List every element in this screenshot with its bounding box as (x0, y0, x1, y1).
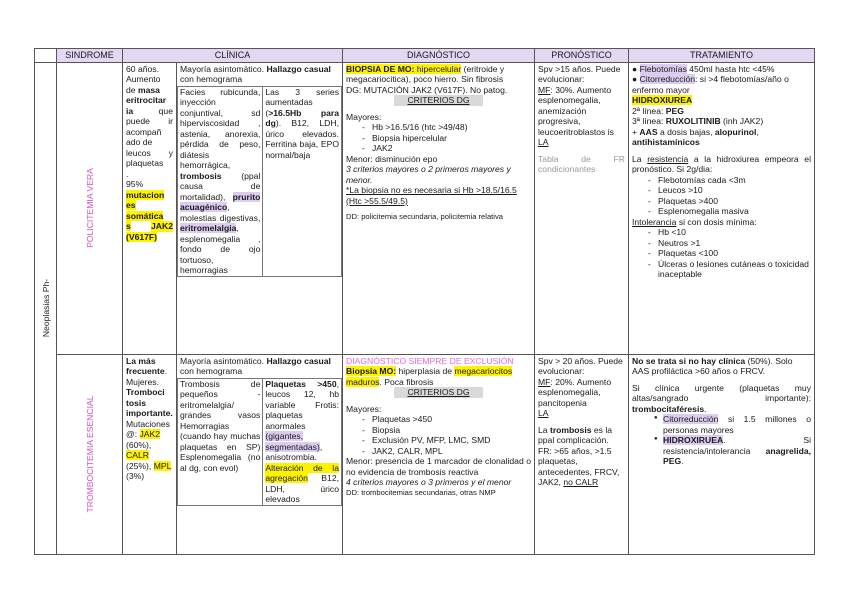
list-item: ● HIDROXIRUEA. Si resistencia/intolerancia anagrelida, PEG. (654, 435, 811, 466)
pv-dx-rule: 3 criterios mayores o 2 primeros mayores y menor. (346, 164, 511, 185)
pv-epi-text: 95% (126, 179, 144, 190)
pv-dx-note: *La biopsia no es necesaria si Hb >18.5/16.5 (Htc >55.5/49.5) (346, 185, 517, 206)
pv-trat-hidroxiurea: HIDROXIUREA (632, 95, 693, 106)
te-dx-mayores-list (346, 414, 531, 456)
list-item: - Esplenomegalia masiva (648, 206, 811, 216)
header-sindrome: SINDROME (57, 49, 123, 63)
te-prono-la: LA (538, 408, 549, 419)
pv-dx-criterios: CRITERIOS DG (394, 95, 483, 105)
pv-trat-linea3: 3ª línea: RUXOLITINIB (inh JAK2) (632, 116, 764, 127)
pv-dx-dd: DD: policitemia secundaria, policitemia relativa (346, 212, 504, 222)
te-prono-cell (535, 354, 629, 554)
pv-dx-menor: Menor: disminución epo (346, 153, 438, 164)
pv-epi-text: acompañ (126, 126, 162, 137)
te-dx-criterios: CRITERIOS DG (394, 387, 483, 397)
pv-epi-text: ia que (126, 105, 173, 116)
te-prono-trombosis: La trombosis es la ppal complicación. (538, 424, 613, 446)
header-tratamiento: TRATAMIENTO (629, 49, 815, 63)
list-item: - Hb <10 (648, 227, 811, 237)
pv-clinica-intro: Mayoría asintomático. Hallazgo casual con hemograma (180, 63, 331, 85)
te-prono-fr: FR: >65 años, >1.5 plaquetas, antecedentes, FRCV, JAK2, no CALR (538, 445, 620, 488)
te-clinica-labs: Plaquetas >450, leucos 12, hb variable Frotis: plaquetas anormales (gigantes, segmentadas), anisotrombia. Alteración de la agregación B12, LDH, úrico elevados (263, 378, 342, 505)
pv-dx-mayores: Mayores: (346, 111, 382, 122)
te-clinica-intro: Mayoría asintomático. Hallazgo casual con hemograma (180, 355, 331, 377)
list-item: - Úlceras o lesiones cutáneas o toxicidad inaceptable (648, 259, 811, 280)
te-trat-list (632, 414, 811, 466)
pv-prono-cell (535, 62, 629, 354)
pv-epi-text: puede ir (126, 116, 173, 127)
pv-epi-text: plaquetas (126, 158, 164, 169)
pv-trat-resistencia: La resistencia a la hidroxiurea empeora el pronóstico. Si 2g/dia: (632, 153, 811, 175)
pv-trat-flebotomias: ● Flebotomías 450ml hasta htc <45% (632, 63, 775, 74)
list-item: - Plaquetas >450 (362, 414, 531, 424)
te-dx-dd: DD: trombocitemias secundarias, otras NMP (346, 487, 496, 497)
pv-epi-text: Aumento (126, 74, 161, 85)
te-clinica-inner (177, 378, 342, 506)
list-item: - Plaquetas <100 (648, 248, 811, 258)
te-prono-spv: Spv > 20 años. Puede evolucionar: (538, 355, 623, 377)
list-item: - Flebotomías cada <3m (648, 175, 811, 185)
pv-epi-cell (123, 62, 177, 354)
pv-dx-cell (343, 62, 535, 354)
pv-epi-text: leucos y (126, 147, 173, 158)
list-item: - Biopsia (362, 425, 531, 435)
te-clinica-cell (177, 354, 343, 554)
te-dx-menor: Menor: presencia de 1 marcador de clonalidad o no evidencia de trombosis reactiva (346, 456, 531, 477)
te-epi-frecuente: La más frecuente. Mujeres. (126, 355, 168, 387)
te-trat-urgente: Si clínica urgente (plaquetas muy altas/sangrado importante): trombocitaféresis. (632, 382, 811, 414)
pv-name-cell (57, 62, 123, 354)
te-dx-title: DIAGNÓSTICO SIEMPRE DE EXCLUSIÓN (346, 355, 514, 366)
pv-clinica-labs: Las 3 series aumentadas (>16.5Hb para dg). B12, LDH, úrico elevados. Ferritina baja, EPO normal/baja (263, 86, 342, 276)
pv-epi-mutation: mutacion es somática s JAK2 (V617F) (126, 189, 173, 242)
pv-epi-text: . (126, 168, 129, 179)
pv-trat-intolerancia: Intolerancia si con dosis mínima: (632, 216, 757, 227)
pv-clinica-inner (177, 86, 342, 277)
list-item: - Biopsia hipercelular (362, 133, 531, 143)
list-item: - JAK2 (362, 143, 531, 153)
pv-prono-mf: MF: 30%. Aumento esplenomegalia, anemización progresiva, leucoeritroblastos is (538, 84, 614, 137)
pv-prono-la: LA (538, 137, 549, 148)
te-name: TROMBOCITEMIA ESENCIAL (84, 395, 95, 513)
pv-epi-text: ado de (126, 137, 153, 148)
pv-trat-linea2: 2ª línea: PEG (632, 105, 684, 116)
list-item: - JAK2, CALR, MPL (362, 446, 531, 456)
te-epi-cell (123, 354, 177, 554)
pv-dx-mayores-list (346, 122, 531, 153)
te-epi-trombocitosis: Tromboci tosis importante. (126, 387, 173, 419)
group-label: Neoplasias Ph- (40, 279, 51, 338)
list-item: - Plaquetas >400 (648, 196, 811, 206)
te-dx-mayores: Mayores: (346, 403, 382, 414)
te-dx-cell (343, 354, 535, 554)
te-trat-cell (629, 354, 815, 554)
pv-trat-citorreduccion: ● Citorreducción: si >4 flebotomías/año o enfermo mayor (632, 74, 789, 95)
pv-trat-resistencia-list (632, 175, 811, 217)
pv-clinica-cell (177, 62, 343, 354)
te-dx-rule: 4 criterios mayores o 3 primeros y el menor (346, 477, 512, 488)
pv-clinica-signs: Facies rubicunda, inyección conjuntival, sd hiperviscosidad , astenia, anorexia, pérdida de peso, diátesis hemorrágica, trombosis (ppal causa de mortalidad), prurito acuagénico, molestias digestivas, eritromelalgia, esplenomegalia , fondo de ojo tortuoso, hemorragias (178, 86, 263, 276)
pv-dx-mutation: DG: MUTACIÓN JAK2 (V617F). No patog. (346, 84, 508, 95)
header-pronostico: PRONÓSTICO (535, 49, 629, 63)
te-prono-mf: MF: 20%. Aumento esplenomegalia, pancitopenia (538, 376, 612, 408)
pv-epi-text: 60 años. (126, 63, 159, 74)
pv-prono-tabla: Tabla de FR condicionantes (538, 153, 625, 175)
pv-dx-biopsy: BIOPSIA DE MO: hipercelular (eritroide y megacariocitica), poco hierro. Sin fibrosis (346, 63, 505, 85)
te-clinica-signs: Trombosis de pequeños - eritromelalgia/ grandes vasos Hemorragias (cuando hay muchas plaquetas en SP) Esplenomegalia (no al dg, con evol) (178, 378, 263, 505)
list-item: ● Citorreducción si 1.5 millones o personas mayores (654, 414, 811, 435)
header-clinica: CLÍNICA (123, 49, 343, 63)
pv-epi-text: de masa (126, 84, 160, 95)
pv-prono-spv: Spv >15 años. Puede evolucionar: (538, 63, 621, 85)
te-dx-biopsy: Biopsia MO: hiperplasia de megacariocitos maduros. Poca fibrosis (346, 366, 513, 387)
te-name-cell (57, 354, 123, 554)
te-trat-no-clinica: No se trata si no hay clínica (50%). Solo AAS profiláctica >60 años o FRCV. (632, 355, 793, 377)
list-item: - Neutros >1 (648, 238, 811, 248)
pv-trat-cell (629, 62, 815, 354)
list-item: - Exclusión PV, MFP, LMC, SMD (362, 435, 531, 445)
group-cell (35, 62, 57, 554)
list-item: - Leucos >10 (648, 185, 811, 195)
header-diagnostico: DIAGNÓSTICO (343, 49, 535, 63)
pv-epi-text: eritrocitar (126, 95, 167, 106)
pv-name: POLICITEMIA VERA (84, 168, 95, 249)
pv-trat-aas: + AAS a dosis bajas, alopurinol, antihistamínicos (632, 126, 759, 148)
list-item: - Hb >16.5/16 (htc >49/48) (362, 122, 531, 132)
pv-trat-intolerancia-list (632, 227, 811, 279)
te-epi-mutaciones: Mutaciones @: JAK2 (60%), CALR (25%), MPL (3%) (126, 418, 172, 482)
corner-cell (35, 49, 57, 63)
neoplasias-table (34, 48, 815, 555)
